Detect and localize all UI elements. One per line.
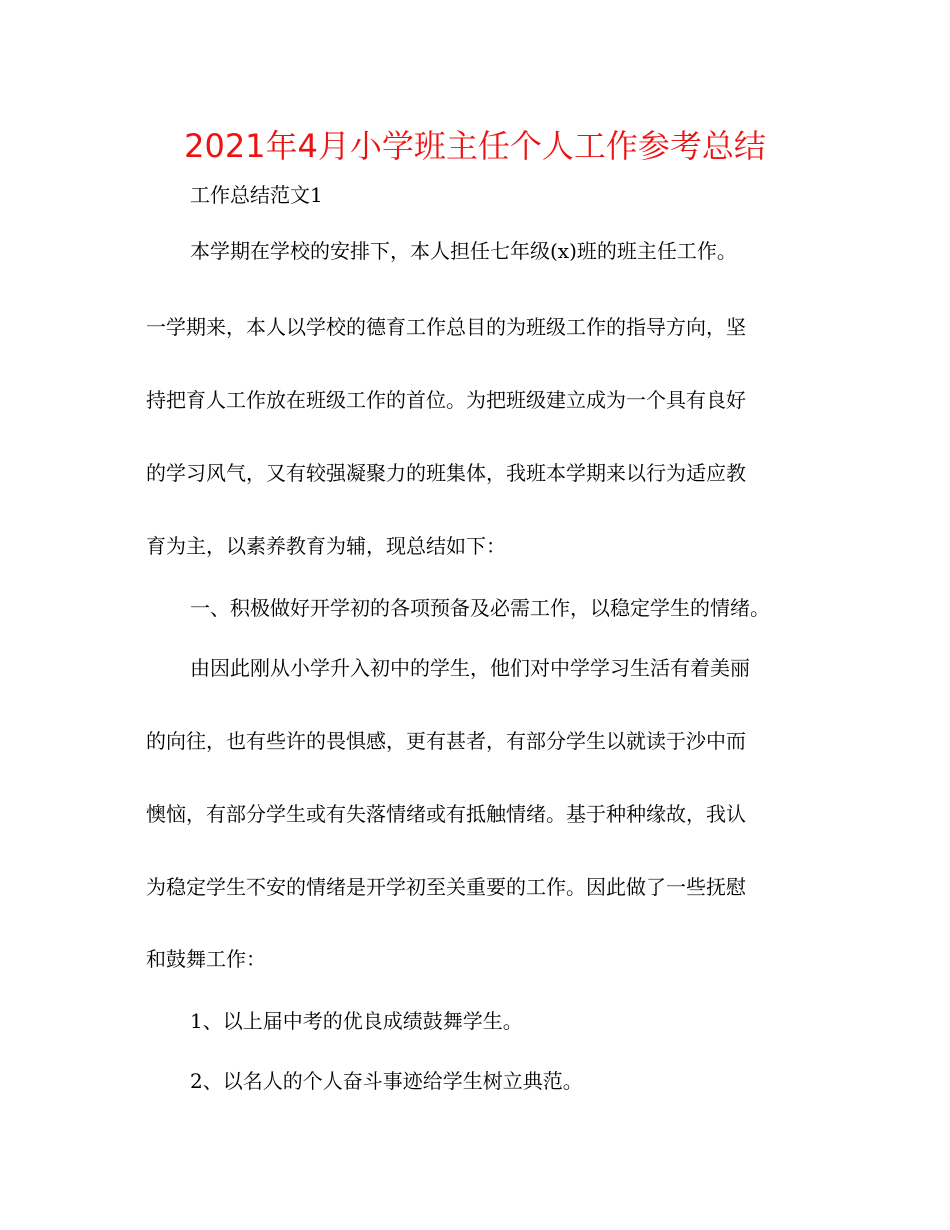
document-subtitle: 工作总结范文1 bbox=[190, 183, 323, 207]
paragraph-line: 的向往，也有些许的畏惧感，更有甚者，有部分学生以就读于沙中而 bbox=[146, 729, 746, 753]
section-heading: 一、积极做好开学初的各项预备及必需工作，以稳定学生的情绪。 bbox=[190, 596, 770, 620]
list-item: 1、以上届中考的优良成绩鼓舞学生。 bbox=[190, 1009, 523, 1033]
paragraph-line: 由因此刚从小学升入初中的学生，他们对中学学习生活有着美丽 bbox=[190, 656, 750, 680]
paragraph-line: 的学习风气，又有较强凝聚力的班集体，我班本学期来以行为适应教 bbox=[146, 461, 746, 485]
paragraph-line: 为稳定学生不安的情绪是开学初至关重要的工作。因此做了一些抚慰 bbox=[146, 875, 746, 899]
paragraph-line: 本学期在学校的安排下，本人担任七年级(x)班的班主任工作。 bbox=[190, 239, 737, 263]
paragraph-line: 懊恼，有部分学生或有失落情绪或有抵触情绪。基于种种缘故，我认 bbox=[146, 802, 746, 826]
paragraph-line: 持把育人工作放在班级工作的首位。为把班级建立成为一个具有良好 bbox=[146, 388, 746, 412]
document-title: 2021年4月小学班主任个人工作参考总结 bbox=[184, 127, 766, 165]
paragraph-line: 一学期来，本人以学校的德育工作总目的为班级工作的指导方向，坚 bbox=[146, 315, 746, 339]
paragraph-line: 和鼓舞工作： bbox=[146, 947, 266, 971]
list-item: 2、以名人的个人奋斗事迹给学生树立典范。 bbox=[190, 1069, 583, 1093]
paragraph-line: 育为主，以素养教育为辅，现总结如下： bbox=[146, 534, 506, 558]
